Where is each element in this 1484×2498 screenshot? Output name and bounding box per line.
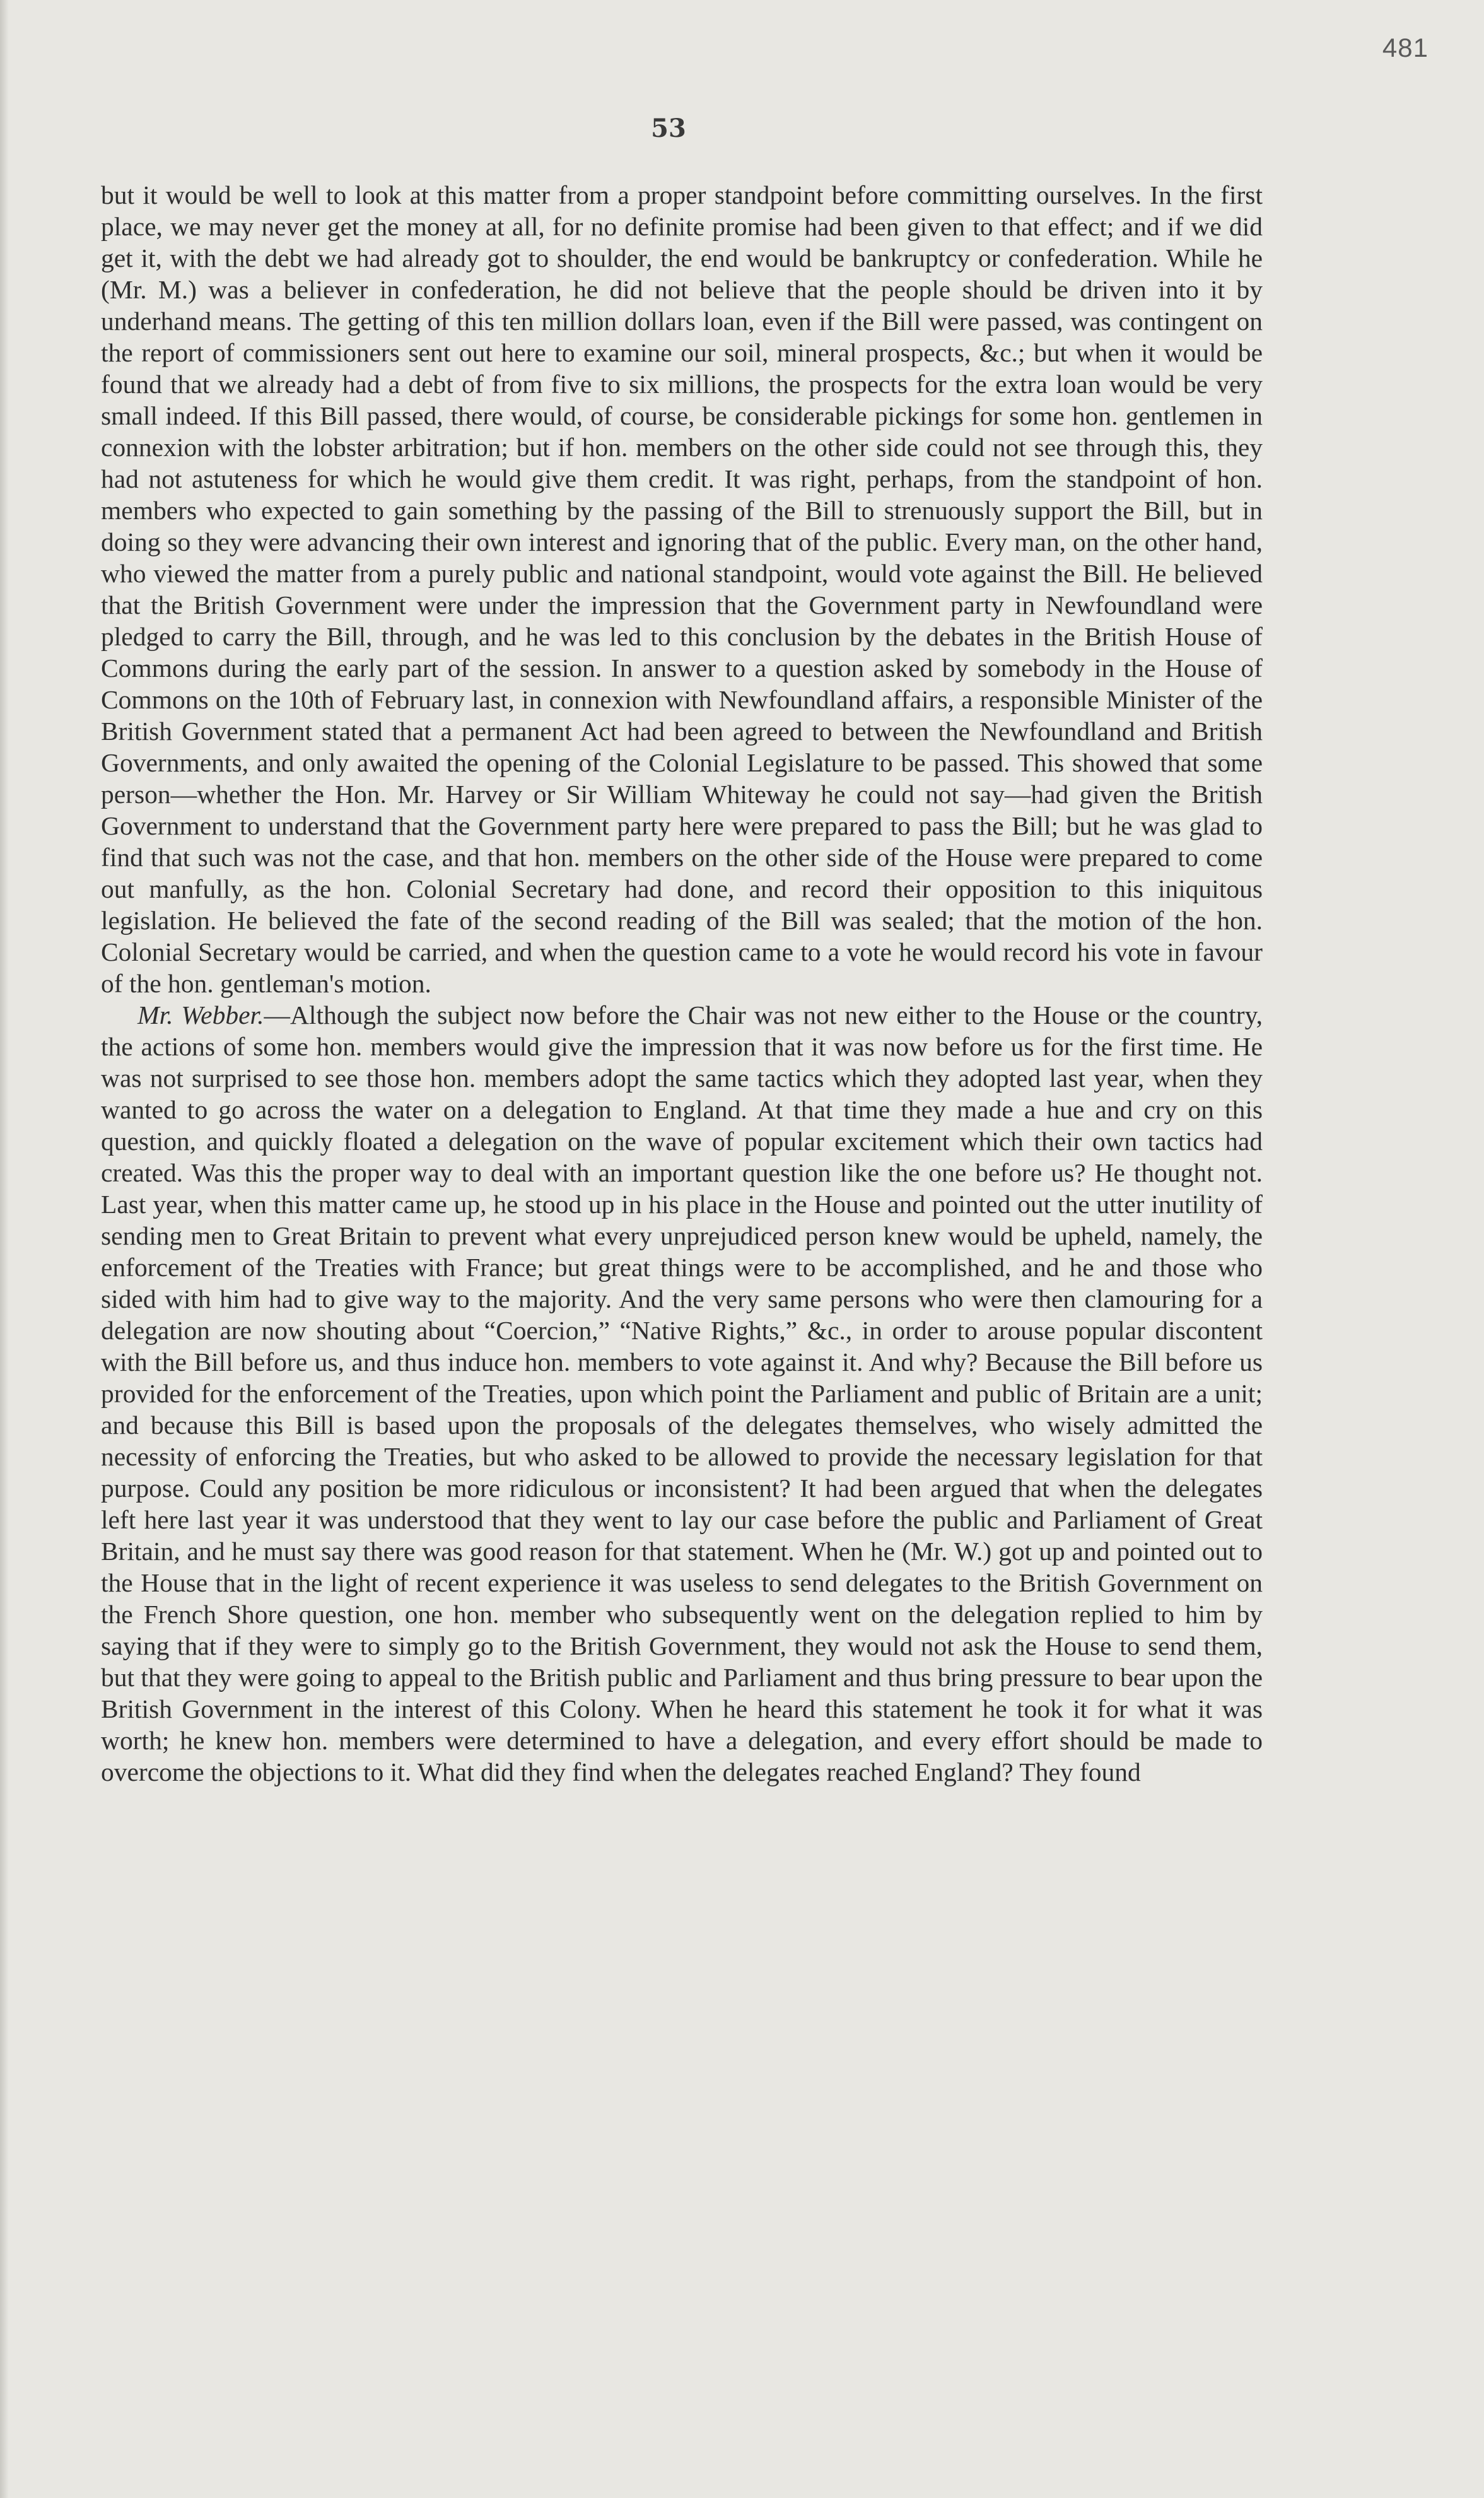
paragraph-continued-speech: but it would be well to look at this matter from a proper standpoint before committing ourselves. In the first place, we may never get the money at all, for no definite promise had been given to that effect; and if we did get it, with the debt we had already got to shoulder, the end would be bankruptcy or confederation. While he (Mr. M.) was a believer in confederation, he did not believe that the people should be driven into it by underhand means. The getting of this ten million dollars loan, even if the Bill were passed, was contingent on the report of commissioners sent out here to examine our soil, mineral prospects, &c.; but when it would be found that we already had a debt of from five to six millions, the prospects for the extra loan would be very small indeed. If this Bill passed, there would, of course, be considerable pickings for some hon. gentlemen in connexion with the lobster arbitration; but if hon. members on the other side could not see through this, they had not astuteness for which he would give them credit. It was right, perhaps, from the standpoint of hon. members who expected to gain something by the passing of the Bill to strenuously support the Bill, but in doing so they were advancing their own interest and ignoring that of the public. Every man, on the other hand, who viewed the matter from a purely public and national standpoint, would vote against the Bill. He believed that the British Government were under the impression that the Government party in Newfoundland were pledged to carry the Bill, through, and he was led to this conclusion by the debates in the British House of Commons during the early part of the session. In answer to a question asked by somebody in the House of Commons on the 10th of February last, in connexion with Newfoundland affairs, a responsible Minister of the British Government stated that a permanent Act had been agreed to between the Newfoundland and British Governments, and only awaited the opening of the Colonial Legislature to be passed. This showed that some person—whether the Hon. Mr. Harvey or Sir William Whiteway he could not say—had given the British Government to understand that the Government party here were prepared to pass the Bill; but he was glad to find that such was not the case, and that hon. members on the other side of the House were prepared to come out manfully, as the hon. Colonial Secretary had done, and record their opposition to this iniquitous legislation. He believed the fate of the second reading of the Bill was sealed; that the motion of the hon. Colonial Secretary would be carried, and when the question came to a vote he would record his vote in favour of the hon. gentleman's motion. (101, 180, 1263, 998)
scan-margin-edge (0, 0, 9, 2498)
archive-page-number: 481 (1382, 33, 1428, 62)
paragraph-webber-speech (101, 999, 1263, 1788)
page-number: 53 (651, 114, 686, 143)
speech-text: —Although the subject now before the Chair was not new either to the House or the country, the actions of some hon. members would give the impression that it was now before us for the first time. He was not surprised to see those hon. members adopt the same tactics which they adopted last year, when they wanted to go across the water on a delegation to England. At that time they made a hue and cry on this question, and quickly floated a delegation on the wave of popular excitement which their own tactics had created. Was this the proper way to deal with an important question like the one before us? He thought not. Last year, when this matter came up, he stood up in his place in the House and pointed out the utter inutility of sending men to Great Britain to prevent what every unprejudiced person knew would be upheld, namely, the enforcement of the Treaties with France; but great things were to be accomplished, and he and those who sided with him had to give way to the majority. And the very same persons who were then clamouring for a delegation are now shouting about “Coercion,” “Native Rights,” &c., in order to arouse popular discontent with the Bill before us, and thus induce hon. members to vote against it. And why? Because the Bill before us provided for the enforcement of the Treaties, upon which point the Parliament and public of Britain are a unit; and because this Bill is based upon the proposals of the delegates themselves, who wisely admitted the necessity of enforcing the Treaties, but who asked to be allowed to provide the necessary legislation for that purpose. Could any position be more ridiculous or inconsistent? It had been argued that when the delegates left here last year it was understood that they went to lay our case before the public and Parliament of Great Britain, and he must say there was good reason for that statement. When he (Mr. W.) got up and pointed out to the House that in the light of recent experience it was useless to send delegates to the British Government on the French Shore question, one hon. member who subsequently went on the delegation replied to him by saying that if they were to simply go to the British Government, they would not ask the House to send them, but that they were going to appeal to the British public and Parliament and thus bring pressure to bear upon the British Government in the interest of this Colony. When he heard this statement he took it for what it was worth; he knew hon. members were determined to have a delegation, and every effort should be made to overcome the objections to it. What did they find when the delegates reached England? They found (101, 1000, 1263, 1786)
body-text (101, 179, 1263, 1788)
speaker-name: Mr. Webber. (137, 1000, 264, 1029)
